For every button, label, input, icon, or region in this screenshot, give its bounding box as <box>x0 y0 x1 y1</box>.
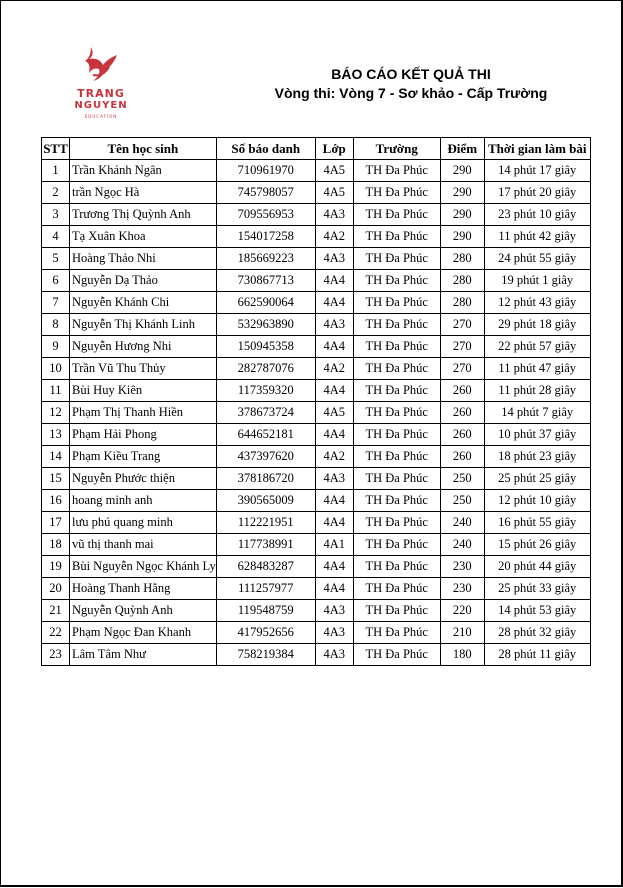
cell-school: TH Đa Phúc <box>353 512 440 534</box>
cell-school: TH Đa Phúc <box>353 226 440 248</box>
cell-student-name: vũ thị thanh mai <box>70 534 217 556</box>
cell-duration: 11 phút 42 giây <box>484 226 590 248</box>
cell-class: 4A4 <box>315 490 353 512</box>
report-title: BÁO CÁO KẾT QUẢ THI <box>331 66 491 82</box>
table-row <box>42 490 591 512</box>
cell-candidate-number: 119548759 <box>216 600 315 622</box>
cell-stt: 22 <box>42 622 70 644</box>
cell-candidate-number: 532963890 <box>216 314 315 336</box>
cell-school: TH Đa Phúc <box>353 358 440 380</box>
cell-student-name: Trần Vũ Thu Thủy <box>70 358 217 380</box>
cell-class: 4A2 <box>315 226 353 248</box>
cell-student-name: Trần Khánh Ngân <box>70 160 217 182</box>
cell-school: TH Đa Phúc <box>353 644 440 666</box>
cell-student-name: Bùi Nguyễn Ngọc Khánh Ly <box>70 556 217 578</box>
cell-stt: 19 <box>42 556 70 578</box>
cell-stt: 17 <box>42 512 70 534</box>
table-row <box>42 512 591 534</box>
cell-duration: 19 phút 1 giây <box>484 270 590 292</box>
table-row <box>42 534 591 556</box>
cell-candidate-number: 154017258 <box>216 226 315 248</box>
cell-score: 290 <box>440 204 484 226</box>
cell-candidate-number: 390565009 <box>216 490 315 512</box>
cell-candidate-number: 730867713 <box>216 270 315 292</box>
cell-class: 4A3 <box>315 600 353 622</box>
table-row <box>42 402 591 424</box>
cell-class: 4A3 <box>315 314 353 336</box>
header-stt: STT <box>42 138 70 160</box>
cell-candidate-number: 150945358 <box>216 336 315 358</box>
cell-student-name: Hoàng Thanh Hằng <box>70 578 217 600</box>
cell-candidate-number: 437397620 <box>216 446 315 468</box>
cell-candidate-number: 644652181 <box>216 424 315 446</box>
cell-school: TH Đa Phúc <box>353 270 440 292</box>
cell-student-name: hoang minh anh <box>70 490 217 512</box>
cell-class: 4A4 <box>315 424 353 446</box>
cell-student-name: Nguyễn Dạ Thảo <box>70 270 217 292</box>
cell-score: 260 <box>440 380 484 402</box>
cell-stt: 18 <box>42 534 70 556</box>
cell-stt: 9 <box>42 336 70 358</box>
cell-score: 290 <box>440 160 484 182</box>
table-row <box>42 380 591 402</box>
cell-stt: 2 <box>42 182 70 204</box>
cell-score: 280 <box>440 270 484 292</box>
cell-student-name: Phạm Hải Phong <box>70 424 217 446</box>
cell-stt: 4 <box>42 226 70 248</box>
cell-duration: 14 phút 53 giây <box>484 600 590 622</box>
table-row <box>42 248 591 270</box>
cell-stt: 21 <box>42 600 70 622</box>
cell-class: 4A3 <box>315 644 353 666</box>
cell-class: 4A3 <box>315 248 353 270</box>
table-row <box>42 424 591 446</box>
cell-candidate-number: 117359320 <box>216 380 315 402</box>
cell-class: 4A4 <box>315 380 353 402</box>
cell-school: TH Đa Phúc <box>353 182 440 204</box>
cell-duration: 29 phút 18 giây <box>484 314 590 336</box>
cell-score: 260 <box>440 424 484 446</box>
table-body <box>42 160 591 666</box>
cell-duration: 16 phút 55 giây <box>484 512 590 534</box>
cell-score: 240 <box>440 534 484 556</box>
cell-score: 220 <box>440 600 484 622</box>
cell-student-name: Bùi Huy Kiên <box>70 380 217 402</box>
cell-duration: 25 phút 25 giây <box>484 468 590 490</box>
cell-school: TH Đa Phúc <box>353 248 440 270</box>
table-row <box>42 622 591 644</box>
cell-school: TH Đa Phúc <box>353 336 440 358</box>
cell-score: 290 <box>440 226 484 248</box>
cell-stt: 15 <box>42 468 70 490</box>
cell-student-name: Nguyễn Phước thiện <box>70 468 217 490</box>
table-row <box>42 644 591 666</box>
header-duration: Thời gian làm bài <box>484 138 590 160</box>
cell-class: 4A4 <box>315 336 353 358</box>
cell-school: TH Đa Phúc <box>353 490 440 512</box>
cell-stt: 23 <box>42 644 70 666</box>
table-row <box>42 270 591 292</box>
table-row <box>42 336 591 358</box>
cell-score: 180 <box>440 644 484 666</box>
cell-stt: 10 <box>42 358 70 380</box>
cell-duration: 12 phút 43 giây <box>484 292 590 314</box>
table-row <box>42 314 591 336</box>
cell-student-name: Lâm Tâm Như <box>70 644 217 666</box>
cell-stt: 14 <box>42 446 70 468</box>
cell-class: 4A5 <box>315 402 353 424</box>
cell-student-name: Nguyễn Khánh Chi <box>70 292 217 314</box>
cell-student-name: lưu phú quang minh <box>70 512 217 534</box>
table-row <box>42 468 591 490</box>
cell-school: TH Đa Phúc <box>353 160 440 182</box>
header-candidate-number: Số báo danh <box>216 138 315 160</box>
header-class: Lớp <box>315 138 353 160</box>
cell-school: TH Đa Phúc <box>353 600 440 622</box>
cell-score: 270 <box>440 358 484 380</box>
phoenix-logo-icon <box>73 45 129 89</box>
cell-score: 260 <box>440 446 484 468</box>
cell-student-name: Nguyễn Thị Khánh Linh <box>70 314 217 336</box>
cell-stt: 20 <box>42 578 70 600</box>
cell-score: 250 <box>440 468 484 490</box>
cell-score: 230 <box>440 556 484 578</box>
table-row <box>42 446 591 468</box>
cell-school: TH Đa Phúc <box>353 578 440 600</box>
header-score: Điểm <box>440 138 484 160</box>
cell-student-name: Trương Thị Quỳnh Anh <box>70 204 217 226</box>
table-row <box>42 204 591 226</box>
cell-stt: 13 <box>42 424 70 446</box>
header-student-name: Tên học sinh <box>70 138 217 160</box>
cell-candidate-number: 185669223 <box>216 248 315 270</box>
cell-school: TH Đa Phúc <box>353 314 440 336</box>
cell-student-name: Tạ Xuân Khoa <box>70 226 217 248</box>
cell-score: 270 <box>440 314 484 336</box>
report-subtitle: Vòng thi: Vòng 7 - Sơ khảo - Cấp Trường <box>274 85 548 101</box>
cell-candidate-number: 628483287 <box>216 556 315 578</box>
cell-student-name: Nguyễn Quỳnh Anh <box>70 600 217 622</box>
cell-student-name: Phạm Kiều Trang <box>70 446 217 468</box>
cell-stt: 11 <box>42 380 70 402</box>
cell-school: TH Đa Phúc <box>353 468 440 490</box>
cell-student-name: Hoàng Thảo Nhi <box>70 248 217 270</box>
cell-score: 280 <box>440 292 484 314</box>
cell-class: 4A4 <box>315 578 353 600</box>
cell-duration: 14 phút 7 giây <box>484 402 590 424</box>
cell-candidate-number: 111257977 <box>216 578 315 600</box>
logo-line-1: TRANG <box>77 87 125 100</box>
cell-candidate-number: 117738991 <box>216 534 315 556</box>
table-row <box>42 160 591 182</box>
cell-score: 280 <box>440 248 484 270</box>
cell-duration: 14 phút 17 giây <box>484 160 590 182</box>
cell-candidate-number: 112221951 <box>216 512 315 534</box>
logo-line-2: NGUYEN <box>74 100 128 111</box>
cell-class: 4A5 <box>315 160 353 182</box>
cell-candidate-number: 378186720 <box>216 468 315 490</box>
cell-score: 270 <box>440 336 484 358</box>
cell-stt: 1 <box>42 160 70 182</box>
cell-class: 4A4 <box>315 512 353 534</box>
cell-duration: 22 phút 57 giây <box>484 336 590 358</box>
cell-duration: 24 phút 55 giây <box>484 248 590 270</box>
cell-school: TH Đa Phúc <box>353 556 440 578</box>
cell-stt: 3 <box>42 204 70 226</box>
cell-duration: 23 phút 10 giây <box>484 204 590 226</box>
cell-stt: 8 <box>42 314 70 336</box>
cell-school: TH Đa Phúc <box>353 380 440 402</box>
cell-class: 4A4 <box>315 292 353 314</box>
cell-score: 250 <box>440 490 484 512</box>
cell-school: TH Đa Phúc <box>353 424 440 446</box>
table-header-row <box>42 138 591 160</box>
cell-student-name: Phạm Thị Thanh Hiền <box>70 402 217 424</box>
table-row <box>42 226 591 248</box>
cell-school: TH Đa Phúc <box>353 292 440 314</box>
table-row <box>42 292 591 314</box>
cell-school: TH Đa Phúc <box>353 622 440 644</box>
cell-stt: 12 <box>42 402 70 424</box>
cell-class: 4A3 <box>315 204 353 226</box>
cell-score: 210 <box>440 622 484 644</box>
cell-duration: 25 phút 33 giây <box>484 578 590 600</box>
cell-candidate-number: 417952656 <box>216 622 315 644</box>
table-row <box>42 182 591 204</box>
cell-score: 260 <box>440 402 484 424</box>
cell-duration: 17 phút 20 giây <box>484 182 590 204</box>
cell-class: 4A2 <box>315 358 353 380</box>
results-table <box>41 137 591 666</box>
cell-duration: 28 phút 11 giây <box>484 644 590 666</box>
table-row <box>42 600 591 622</box>
cell-candidate-number: 662590064 <box>216 292 315 314</box>
cell-student-name: trần Ngọc Hà <box>70 182 217 204</box>
cell-class: 4A4 <box>315 270 353 292</box>
cell-score: 240 <box>440 512 484 534</box>
cell-stt: 7 <box>42 292 70 314</box>
cell-school: TH Đa Phúc <box>353 402 440 424</box>
cell-class: 4A1 <box>315 534 353 556</box>
cell-stt: 16 <box>42 490 70 512</box>
logo-line-3: EDUCATION <box>84 114 118 119</box>
table-row <box>42 578 591 600</box>
cell-candidate-number: 710961970 <box>216 160 315 182</box>
cell-score: 290 <box>440 182 484 204</box>
trang-nguyen-logo <box>73 45 129 123</box>
cell-class: 4A4 <box>315 556 353 578</box>
cell-candidate-number: 282787076 <box>216 358 315 380</box>
cell-duration: 11 phút 28 giây <box>484 380 590 402</box>
cell-school: TH Đa Phúc <box>353 534 440 556</box>
cell-score: 230 <box>440 578 484 600</box>
cell-duration: 10 phút 37 giây <box>484 424 590 446</box>
cell-stt: 5 <box>42 248 70 270</box>
cell-school: TH Đa Phúc <box>353 446 440 468</box>
cell-duration: 20 phút 44 giây <box>484 556 590 578</box>
cell-class: 4A2 <box>315 446 353 468</box>
cell-duration: 15 phút 26 giây <box>484 534 590 556</box>
cell-class: 4A3 <box>315 468 353 490</box>
cell-candidate-number: 745798057 <box>216 182 315 204</box>
cell-class: 4A3 <box>315 622 353 644</box>
cell-stt: 6 <box>42 270 70 292</box>
cell-candidate-number: 709556953 <box>216 204 315 226</box>
cell-duration: 11 phút 47 giây <box>484 358 590 380</box>
cell-candidate-number: 378673724 <box>216 402 315 424</box>
cell-candidate-number: 758219384 <box>216 644 315 666</box>
table-row <box>42 556 591 578</box>
cell-student-name: Phạm Ngọc Đan Khanh <box>70 622 217 644</box>
table-row <box>42 358 591 380</box>
cell-duration: 12 phút 10 giây <box>484 490 590 512</box>
cell-class: 4A5 <box>315 182 353 204</box>
header-school: Trường <box>353 138 440 160</box>
cell-duration: 18 phút 23 giây <box>484 446 590 468</box>
cell-duration: 28 phút 32 giây <box>484 622 590 644</box>
cell-school: TH Đa Phúc <box>353 204 440 226</box>
cell-student-name: Nguyễn Hương Nhi <box>70 336 217 358</box>
